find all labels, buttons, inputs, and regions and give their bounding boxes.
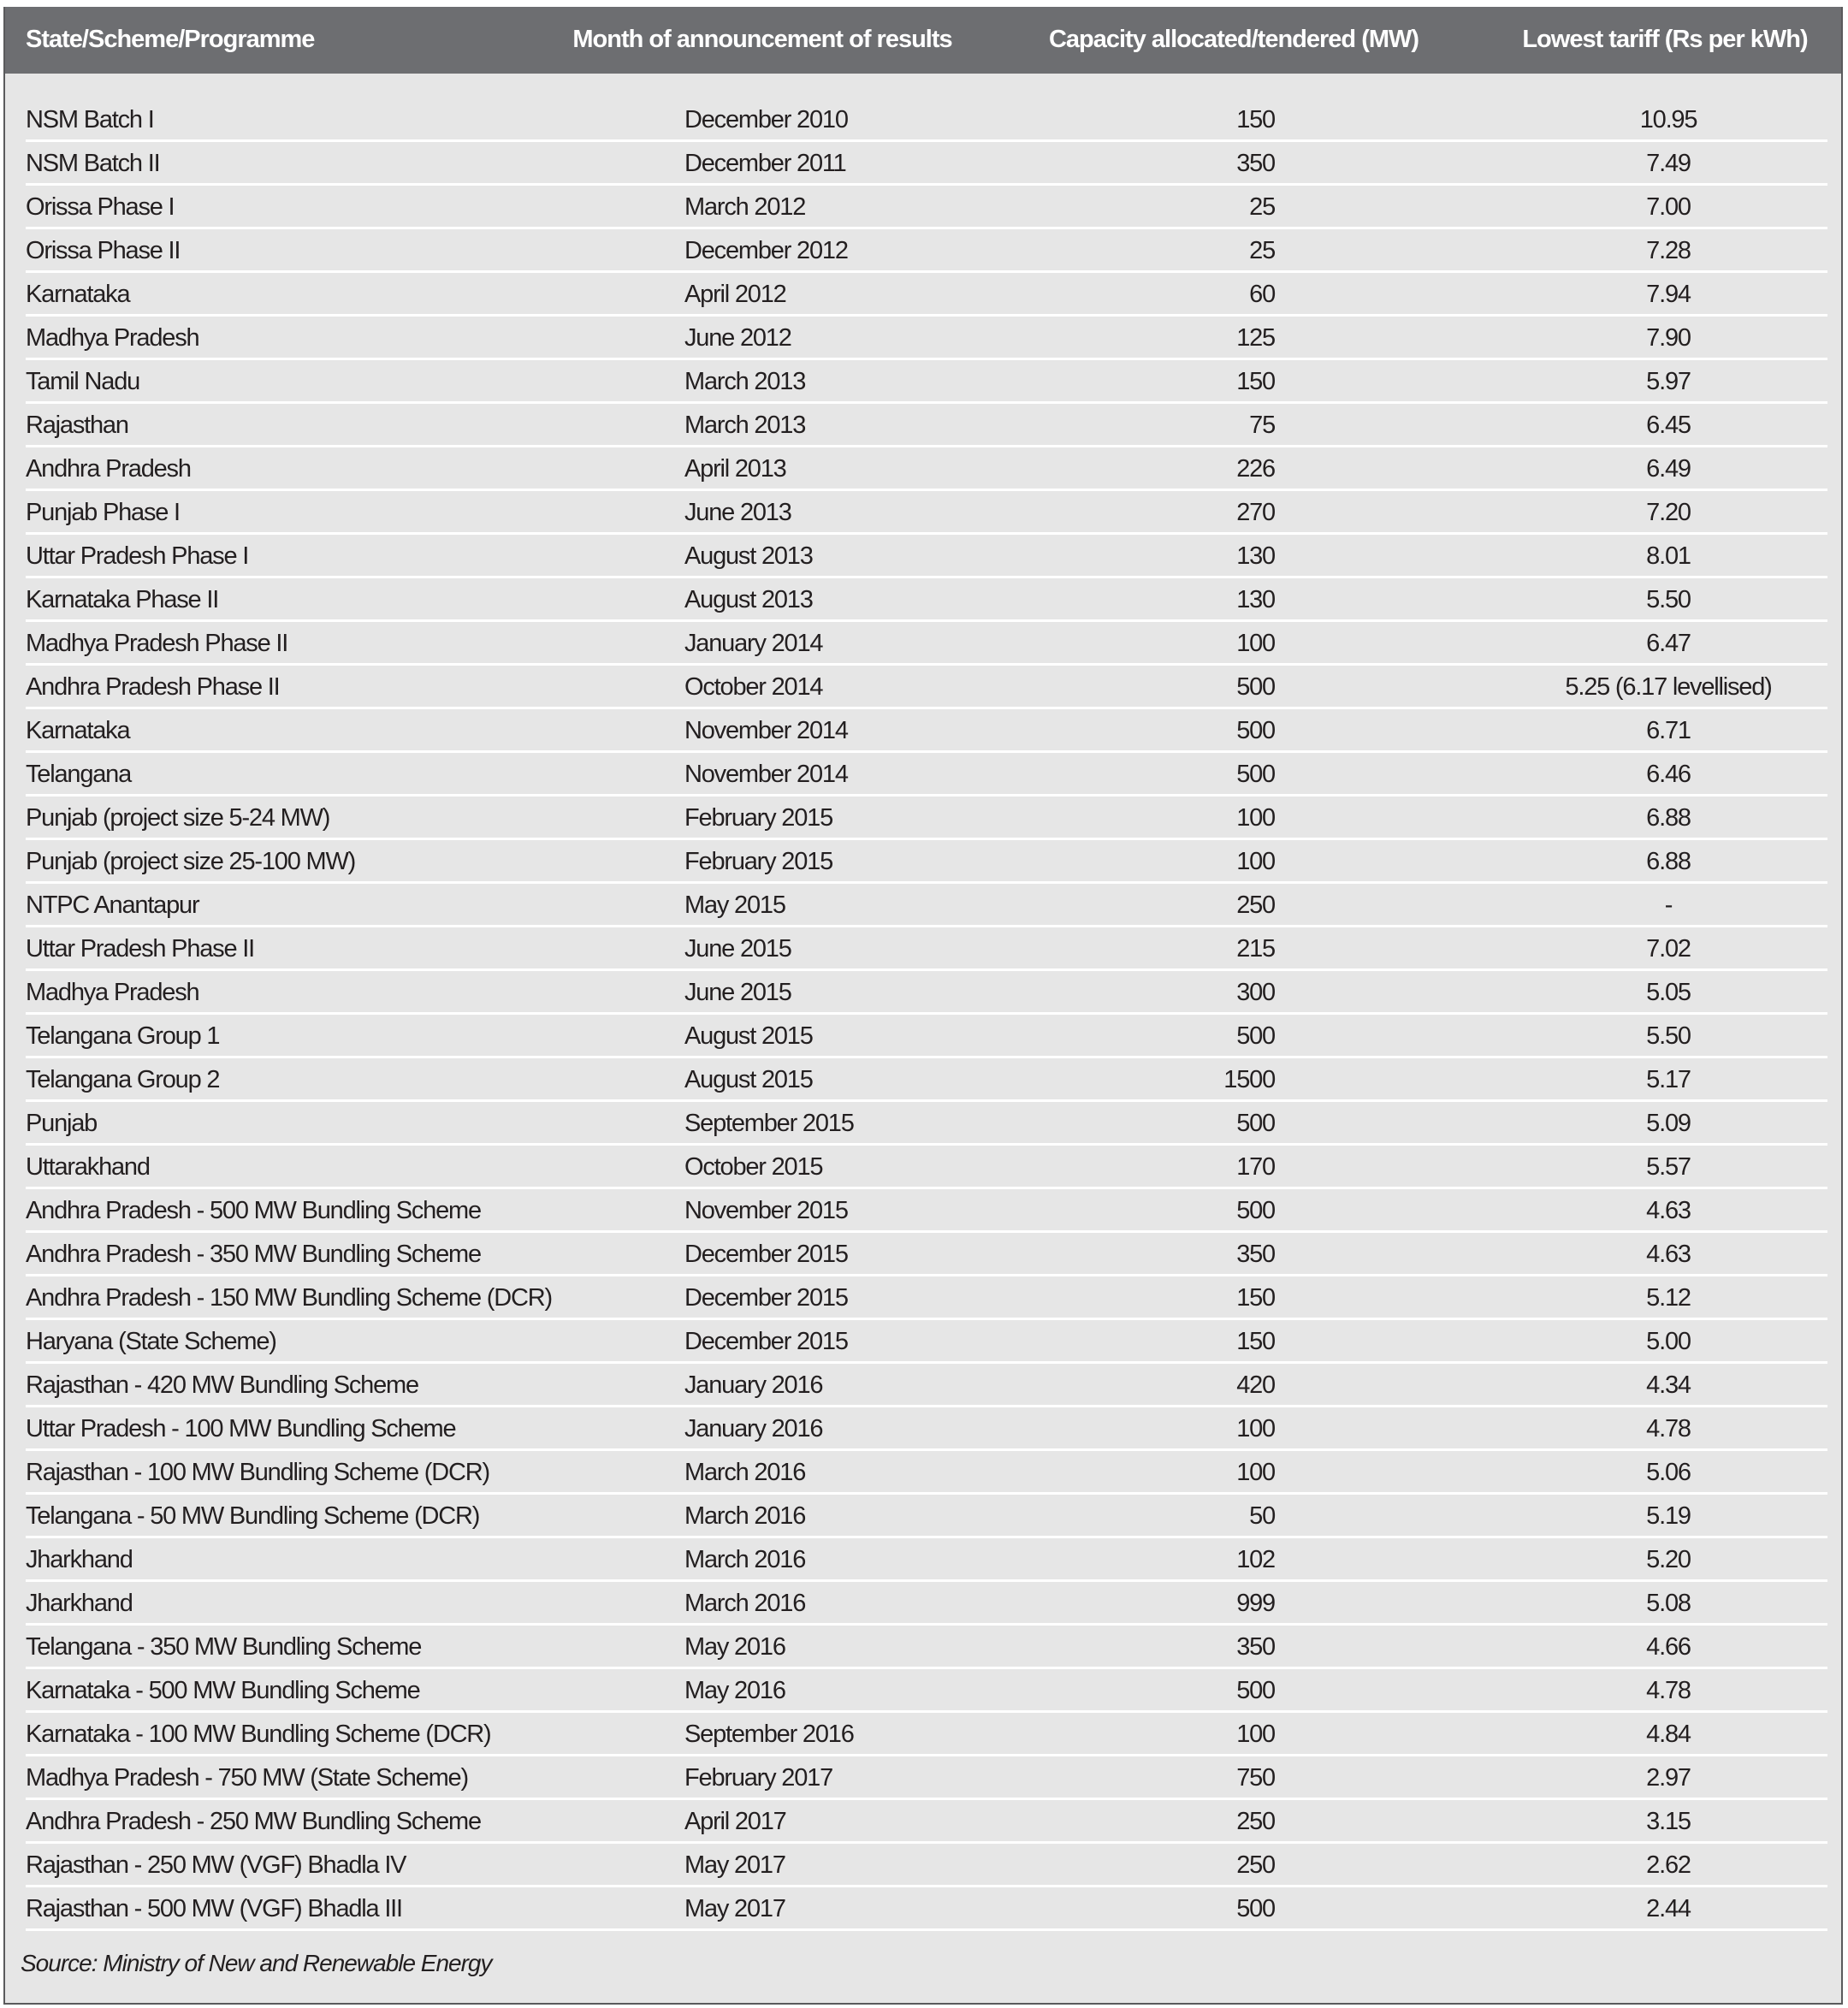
table-row: Madhya Pradesh Phase II January 2014 100 6.47 xyxy=(26,622,1827,666)
cell-state-scheme: Rajasthan - 250 MW (VGF) Bhadla IV xyxy=(26,1851,406,1879)
table-row: Telangana November 2014 500 6.46 xyxy=(26,753,1827,797)
cell-month: December 2011 xyxy=(684,150,846,177)
table-row: Punjab Phase I June 2013 270 7.20 xyxy=(26,491,1827,535)
table-row: Punjab (project size 5-24 MW) February 2015 100 6.88 xyxy=(26,797,1827,840)
cell-capacity: 100 xyxy=(1236,848,1275,875)
cell-state-scheme: Karnataka xyxy=(26,281,130,308)
source-note: Source: Ministry of New and Renewable Energy xyxy=(21,1950,492,1976)
cell-month: February 2015 xyxy=(684,804,833,832)
cell-state-scheme: Karnataka - 500 MW Bundling Scheme xyxy=(26,1677,420,1704)
cell-month: April 2013 xyxy=(684,455,786,483)
cell-month: March 2013 xyxy=(684,412,806,439)
cell-month: March 2016 xyxy=(684,1502,806,1530)
cell-month: December 2010 xyxy=(684,106,848,133)
cell-state-scheme: Madhya Pradesh xyxy=(26,324,199,352)
cell-month: February 2017 xyxy=(684,1764,833,1792)
cell-capacity: 350 xyxy=(1236,1241,1275,1268)
cell-month: March 2016 xyxy=(684,1590,806,1617)
cell-month: November 2014 xyxy=(684,717,848,744)
table-row: Madhya Pradesh June 2012 125 7.90 xyxy=(26,317,1827,360)
cell-month: December 2015 xyxy=(684,1328,848,1355)
cell-state-scheme: Rajasthan - 420 MW Bundling Scheme xyxy=(26,1371,418,1399)
cell-state-scheme: Andhra Pradesh Phase II xyxy=(26,673,280,701)
table-row: Rajasthan - 100 MW Bundling Scheme (DCR) March 2016 100 5.06 xyxy=(26,1451,1827,1495)
cell-capacity: 150 xyxy=(1236,1284,1275,1312)
cell-state-scheme: Tamil Nadu xyxy=(26,368,140,395)
cell-capacity: 50 xyxy=(1249,1502,1275,1530)
table-header xyxy=(5,7,1841,74)
header-state-scheme: State/Scheme/Programme xyxy=(26,26,315,53)
cell-capacity: 125 xyxy=(1236,324,1275,352)
cell-capacity: 150 xyxy=(1236,1328,1275,1355)
cell-capacity: 250 xyxy=(1236,1851,1275,1879)
table-row: Uttarakhand October 2015 170 5.57 xyxy=(26,1146,1827,1189)
cell-month: May 2016 xyxy=(684,1633,785,1661)
cell-state-scheme: Jharkhand xyxy=(26,1590,133,1617)
table-row: Madhya Pradesh June 2015 300 5.05 xyxy=(26,971,1827,1015)
table-row: Karnataka Phase II August 2013 130 5.50 xyxy=(26,578,1827,622)
cell-month: May 2017 xyxy=(684,1851,785,1879)
cell-state-scheme: Uttar Pradesh Phase II xyxy=(26,935,254,963)
table-row: Andhra Pradesh Phase II October 2014 500 5.25 (6.17 levellised) xyxy=(26,666,1827,709)
cell-state-scheme: Andhra Pradesh xyxy=(26,455,191,483)
cell-month: December 2015 xyxy=(684,1284,848,1312)
table-row: Andhra Pradesh April 2013 226 6.49 xyxy=(26,447,1827,491)
table-row: Uttar Pradesh - 100 MW Bundling Scheme January 2016 100 4.78 xyxy=(26,1407,1827,1451)
cell-capacity: 250 xyxy=(1236,1808,1275,1835)
cell-capacity: 170 xyxy=(1236,1153,1275,1181)
table-row: Rajasthan - 420 MW Bundling Scheme January 2016 420 4.34 xyxy=(26,1364,1827,1407)
cell-month: May 2017 xyxy=(684,1895,785,1922)
header-month-label: Month of announcement of results xyxy=(572,26,952,53)
cell-capacity: 500 xyxy=(1236,1110,1275,1137)
cell-state-scheme: Orissa Phase I xyxy=(26,193,175,221)
table-row: Telangana Group 2 August 2015 1500 5.17 xyxy=(26,1058,1827,1102)
cell-capacity: 100 xyxy=(1236,1721,1275,1748)
table-row: Madhya Pradesh - 750 MW (State Scheme) February 2017 750 2.97 xyxy=(26,1756,1827,1800)
table-row: Punjab September 2015 500 5.09 xyxy=(26,1102,1827,1146)
cell-state-scheme: Haryana (State Scheme) xyxy=(26,1328,276,1355)
cell-state-scheme: Rajasthan - 500 MW (VGF) Bhadla III xyxy=(26,1895,402,1922)
table-row: Rajasthan - 250 MW (VGF) Bhadla IV May 2017 250 2.62 xyxy=(26,1844,1827,1887)
cell-state-scheme: Punjab xyxy=(26,1110,98,1137)
cell-capacity: 500 xyxy=(1236,1677,1275,1704)
cell-state-scheme: NTPC Anantapur xyxy=(26,891,199,919)
cell-state-scheme: Andhra Pradesh - 250 MW Bundling Scheme xyxy=(26,1808,481,1835)
table-row: Uttar Pradesh Phase II June 2015 215 7.02 xyxy=(26,927,1827,971)
table-row: Karnataka - 500 MW Bundling Scheme May 2016 500 4.78 xyxy=(26,1669,1827,1713)
cell-capacity: 420 xyxy=(1236,1371,1275,1399)
cell-month: January 2016 xyxy=(684,1371,823,1399)
cell-capacity: 130 xyxy=(1236,542,1275,570)
cell-month: August 2015 xyxy=(684,1066,813,1093)
table-row: Jharkhand March 2016 999 5.08 xyxy=(26,1582,1827,1626)
cell-capacity: 130 xyxy=(1236,586,1275,613)
cell-capacity: 350 xyxy=(1236,150,1275,177)
cell-state-scheme: Madhya Pradesh Phase II xyxy=(26,630,288,657)
cell-month: May 2016 xyxy=(684,1677,785,1704)
table-row: Andhra Pradesh - 150 MW Bundling Scheme (DCR) December 2015 150 5.12 xyxy=(26,1276,1827,1320)
cell-month: August 2013 xyxy=(684,586,813,613)
cell-state-scheme: Telangana Group 1 xyxy=(26,1022,220,1050)
cell-state-scheme: Madhya Pradesh - 750 MW (State Scheme) xyxy=(26,1764,468,1792)
cell-state-scheme: Jharkhand xyxy=(26,1546,133,1573)
table-row: Haryana (State Scheme) December 2015 150 5.00 xyxy=(26,1320,1827,1364)
cell-month: February 2015 xyxy=(684,848,833,875)
cell-month: November 2014 xyxy=(684,761,848,788)
cell-state-scheme: Telangana - 350 MW Bundling Scheme xyxy=(26,1633,422,1661)
cell-capacity: 500 xyxy=(1236,673,1275,701)
table-row: Karnataka April 2012 60 7.94 xyxy=(26,273,1827,317)
cell-capacity: 25 xyxy=(1249,237,1275,264)
cell-month: April 2012 xyxy=(684,281,786,308)
cell-capacity: 215 xyxy=(1236,935,1275,963)
cell-state-scheme: Telangana - 50 MW Bundling Scheme (DCR) xyxy=(26,1502,480,1530)
cell-capacity: 300 xyxy=(1236,979,1275,1006)
cell-state-scheme: Uttarakhand xyxy=(26,1153,150,1181)
cell-capacity: 100 xyxy=(1236,804,1275,832)
cell-state-scheme: Karnataka - 100 MW Bundling Scheme (DCR) xyxy=(26,1721,491,1748)
cell-month: January 2014 xyxy=(684,630,823,657)
cell-month: September 2015 xyxy=(684,1110,854,1137)
cell-month: March 2012 xyxy=(684,193,806,221)
cell-capacity: 500 xyxy=(1236,717,1275,744)
cell-month: June 2012 xyxy=(684,324,791,352)
cell-month: June 2015 xyxy=(684,979,791,1006)
cell-capacity: 100 xyxy=(1236,630,1275,657)
cell-capacity: 350 xyxy=(1236,1633,1275,1661)
cell-capacity: 100 xyxy=(1236,1459,1275,1486)
cell-capacity: 226 xyxy=(1236,455,1275,483)
cell-state-scheme: Andhra Pradesh - 350 MW Bundling Scheme xyxy=(26,1241,481,1268)
cell-state-scheme: Andhra Pradesh - 150 MW Bundling Scheme (DCR) xyxy=(26,1284,552,1312)
cell-month: March 2016 xyxy=(684,1459,806,1486)
cell-state-scheme: Punjab (project size 5-24 MW) xyxy=(26,804,330,832)
cell-capacity: 75 xyxy=(1249,412,1275,439)
cell-month: March 2016 xyxy=(684,1546,806,1573)
cell-month: October 2014 xyxy=(684,673,823,701)
cell-month: November 2015 xyxy=(684,1197,848,1224)
table-row: Rajasthan March 2013 75 6.45 xyxy=(26,404,1827,447)
cell-state-scheme: Madhya Pradesh xyxy=(26,979,199,1006)
cell-capacity: 25 xyxy=(1249,193,1275,221)
table-row: NTPC Anantapur May 2015 250 - xyxy=(26,884,1827,927)
cell-capacity: 500 xyxy=(1236,1895,1275,1922)
cell-month: April 2017 xyxy=(684,1808,786,1835)
table-row: Rajasthan - 500 MW (VGF) Bhadla III May 2017 500 2.44 xyxy=(26,1887,1827,1931)
cell-month: September 2016 xyxy=(684,1721,854,1748)
header-capacity-label: Capacity allocated/tendered (MW) xyxy=(1048,26,1419,53)
cell-month: May 2015 xyxy=(684,891,785,919)
table-row: Telangana - 350 MW Bundling Scheme May 2016 350 4.66 xyxy=(26,1626,1827,1669)
cell-capacity: 250 xyxy=(1236,891,1275,919)
cell-capacity: 270 xyxy=(1236,499,1275,526)
cell-month: August 2013 xyxy=(684,542,813,570)
table-row: Karnataka - 100 MW Bundling Scheme (DCR) September 2016 100 4.84 xyxy=(26,1713,1827,1756)
cell-state-scheme: Telangana xyxy=(26,761,132,788)
cell-capacity: 60 xyxy=(1249,281,1275,308)
cell-state-scheme: Rajasthan xyxy=(26,412,128,439)
cell-month: June 2015 xyxy=(684,935,791,963)
table-row: NSM Batch I December 2010 150 10.95 xyxy=(26,98,1827,142)
cell-state-scheme: NSM Batch I xyxy=(26,106,154,133)
table-row: Orissa Phase II December 2012 25 7.28 xyxy=(26,229,1827,273)
cell-capacity: 150 xyxy=(1236,106,1275,133)
cell-state-scheme: Uttar Pradesh Phase I xyxy=(26,542,249,570)
cell-capacity: 500 xyxy=(1236,761,1275,788)
cell-capacity: 150 xyxy=(1236,368,1275,395)
cell-capacity: 100 xyxy=(1236,1415,1275,1442)
cell-capacity: 102 xyxy=(1236,1546,1275,1573)
table-row: Tamil Nadu March 2013 150 5.97 xyxy=(26,360,1827,404)
cell-state-scheme: Uttar Pradesh - 100 MW Bundling Scheme xyxy=(26,1415,456,1442)
cell-state-scheme: Karnataka Phase II xyxy=(26,586,219,613)
table-row: Punjab (project size 25-100 MW) February 2015 100 6.88 xyxy=(26,840,1827,884)
cell-state-scheme: Punjab (project size 25-100 MW) xyxy=(26,848,356,875)
table-body xyxy=(26,98,1827,1931)
cell-capacity: 500 xyxy=(1236,1022,1275,1050)
cell-capacity: 1500 xyxy=(1223,1066,1275,1093)
cell-month: October 2015 xyxy=(684,1153,823,1181)
cell-month: January 2016 xyxy=(684,1415,823,1442)
table-row: Andhra Pradesh - 250 MW Bundling Scheme April 2017 250 3.15 xyxy=(26,1800,1827,1844)
table-row: Telangana Group 1 August 2015 500 5.50 xyxy=(26,1015,1827,1058)
cell-month: June 2013 xyxy=(684,499,791,526)
cell-month: March 2013 xyxy=(684,368,806,395)
cell-state-scheme: Orissa Phase II xyxy=(26,237,181,264)
table-row: Telangana - 50 MW Bundling Scheme (DCR) March 2016 50 5.19 xyxy=(26,1495,1827,1538)
table-row: Andhra Pradesh - 350 MW Bundling Scheme December 2015 350 4.63 xyxy=(26,1233,1827,1276)
cell-state-scheme: Andhra Pradesh - 500 MW Bundling Scheme xyxy=(26,1197,481,1224)
table-row: Karnataka November 2014 500 6.71 xyxy=(26,709,1827,753)
cell-capacity: 999 xyxy=(1236,1590,1275,1617)
cell-capacity: 500 xyxy=(1236,1197,1275,1224)
cell-state-scheme: Karnataka xyxy=(26,717,130,744)
cell-state-scheme: Punjab Phase I xyxy=(26,499,180,526)
cell-month: December 2015 xyxy=(684,1241,848,1268)
table-row: NSM Batch II December 2011 350 7.49 xyxy=(26,142,1827,186)
table-row: Uttar Pradesh Phase I August 2013 130 8.01 xyxy=(26,535,1827,578)
table-row: Jharkhand March 2016 102 5.20 xyxy=(26,1538,1827,1582)
cell-state-scheme: Telangana Group 2 xyxy=(26,1066,220,1093)
table-row: Orissa Phase I March 2012 25 7.00 xyxy=(26,186,1827,229)
tariff-table xyxy=(3,7,1843,2005)
cell-month: December 2012 xyxy=(684,237,848,264)
cell-capacity: 750 xyxy=(1236,1764,1275,1792)
header-tariff-label: Lowest tariff (Rs per kWh) xyxy=(1522,26,1808,53)
table-row: Andhra Pradesh - 500 MW Bundling Scheme November 2015 500 4.63 xyxy=(26,1189,1827,1233)
cell-state-scheme: Rajasthan - 100 MW Bundling Scheme (DCR) xyxy=(26,1459,489,1486)
cell-month: August 2015 xyxy=(684,1022,813,1050)
cell-state-scheme: NSM Batch II xyxy=(26,150,160,177)
